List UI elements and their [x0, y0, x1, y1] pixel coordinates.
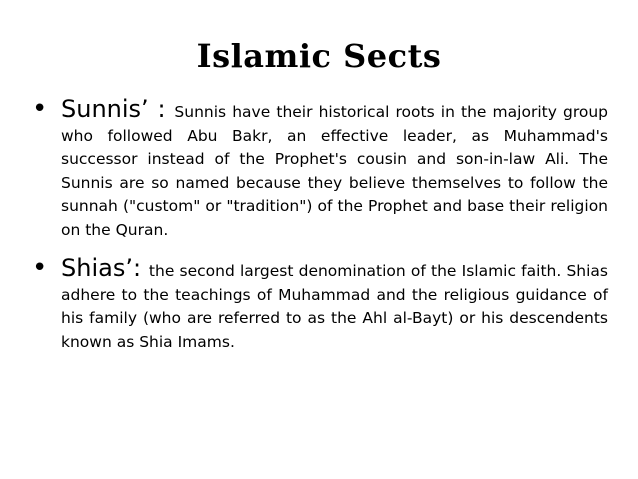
- bullet-text-sunnis: Sunnis have their historical roots in the majority group who followed Abu Bakr, an effective leader, as Muhammad's successor instead of the Prophet's cousin and son-in-law Ali. The Sunnis are so named because they believe themselves to follow the sunnah ("custom" or "tradition") of the Prophet and base their religion on the Quran.: [61, 103, 609, 239]
- bullet-item-sunnis: [32, 94, 608, 242]
- bullet-term-sunnis: Sunnis’ :: [61, 95, 175, 123]
- bullet-item-shias: [32, 253, 608, 354]
- bullet-icon: •: [32, 253, 48, 283]
- bullet-list: [32, 94, 608, 365]
- bullet-text-shias: the second largest denomination of the Islamic faith. Shias adhere to the teachings of Muhammad and the religious guidance of his family (who are referred to as the Ahl al-Bayt) or his descendents known as Shia Imams.: [61, 262, 608, 351]
- bullet-icon: •: [32, 94, 48, 124]
- bullet-term-shias: Shias’:: [61, 254, 149, 282]
- slide-title: Islamic Sects: [196, 37, 442, 75]
